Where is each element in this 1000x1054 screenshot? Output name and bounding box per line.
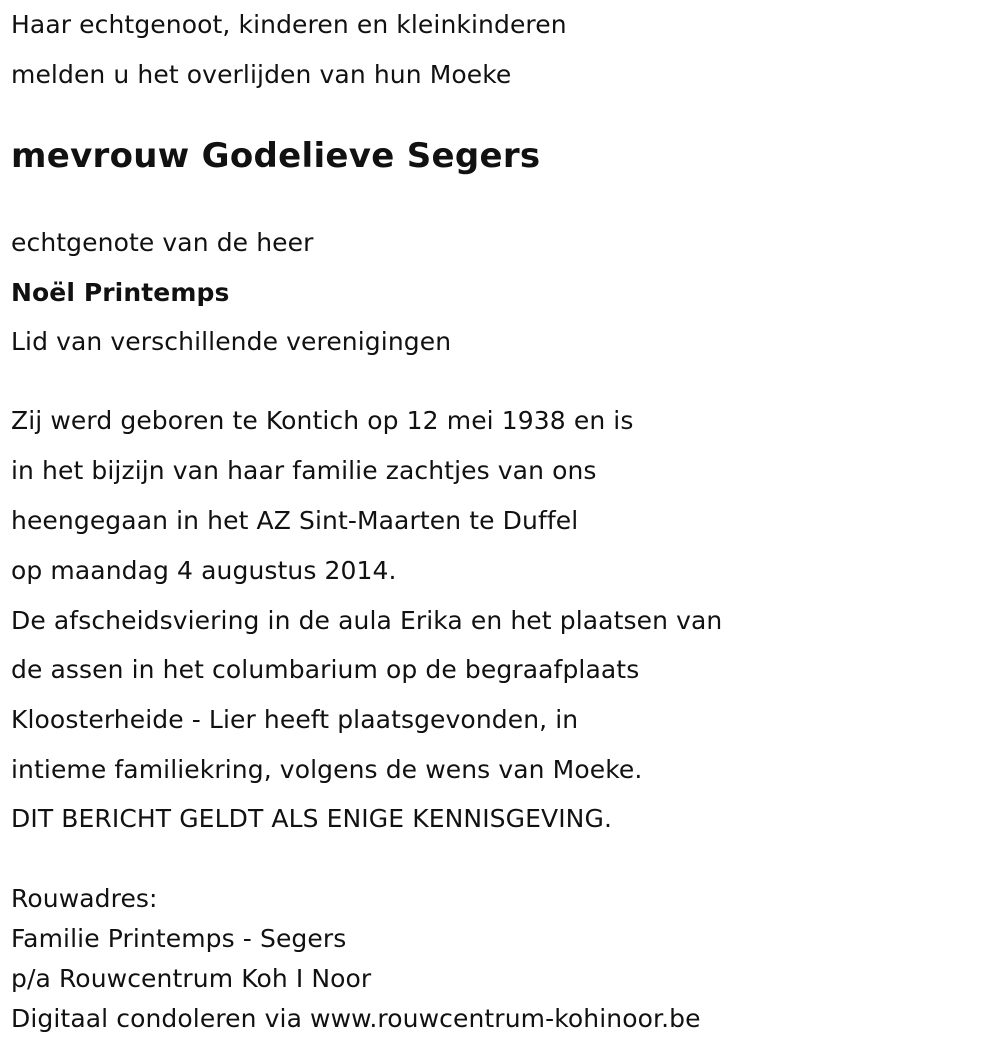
intro-line-1: Haar echtgenoot, kinderen en kleinkinderen (11, 10, 567, 39)
details-line-1: Zij werd geboren te Kontich op 12 mei 1938 en is (11, 406, 634, 435)
details-line-4: op maandag 4 augustus 2014. (11, 556, 397, 585)
spouse-relation: echtgenote van de heer (11, 228, 314, 257)
spouse-membership: Lid van verschillende verenigingen (11, 327, 452, 356)
details-line-5: De afscheidsviering in de aula Erika en het plaatsen van (11, 606, 723, 635)
address-family: Familie Printemps - Segers (11, 924, 347, 953)
deceased-name: mevrouw Godelieve Segers (11, 136, 541, 176)
details-line-7: Kloosterheide - Lier heeft plaatsgevonden, in (11, 705, 579, 734)
details-line-8: intieme familiekring, volgens de wens van Moeke. (11, 755, 643, 784)
details-line-6: de assen in het columbarium op de begraafplaats (11, 655, 640, 684)
intro-line-2: melden u het overlijden van hun Moeke (11, 60, 512, 89)
address-label: Rouwadres: (11, 884, 158, 913)
details-line-2: in het bijzijn van haar familie zachtjes van ons (11, 456, 597, 485)
address-care-of: p/a Rouwcentrum Koh I Noor (11, 964, 372, 993)
condolence-link[interactable]: Digitaal condoleren via www.rouwcentrum-kohinoor.be (11, 1004, 701, 1033)
details-line-9: DIT BERICHT GELDT ALS ENIGE KENNISGEVING. (11, 804, 612, 833)
spouse-name: Noël Printemps (11, 278, 230, 307)
details-line-3: heengegaan in het AZ Sint-Maarten te Duffel (11, 506, 579, 535)
